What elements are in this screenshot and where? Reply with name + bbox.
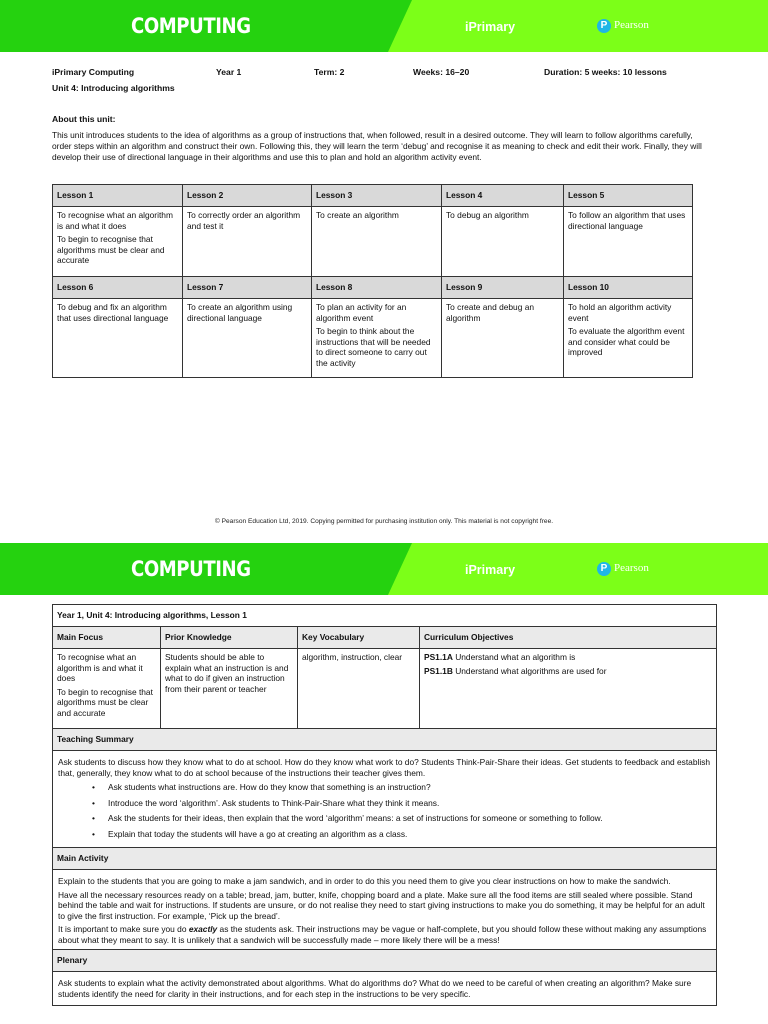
objective-text: Understand what an algorithm is: [452, 652, 576, 662]
text-run: It is important to make sure you do: [58, 924, 189, 934]
lesson-objective: To debug and fix an algorithm that uses directional language: [57, 302, 169, 323]
duration-label: Duration: 5 weeks: 10 lessons: [544, 67, 667, 77]
header-accent: [388, 543, 768, 595]
teaching-summary-heading-row: [53, 729, 717, 751]
lesson-header: Lesson 8: [312, 277, 442, 299]
lesson-cell: [564, 207, 693, 277]
unit-title: Unit 4: Introducing algorithms: [52, 83, 175, 93]
text-run: as the students ask. Their instructions may be vague or half-complete, but you should follow these without making any assumptions about what they meant to say. It is unlikely that a sandwich will be successfully made – more likely there will be a mess!: [58, 924, 707, 945]
plan-title: Year 1, Unit 4: Introducing algorithms, Lesson 1: [53, 605, 717, 627]
lesson-cell: [183, 299, 312, 378]
main-focus-item: To recognise what an algorithm is and what it does: [57, 652, 143, 683]
plan-title-row: [53, 605, 717, 627]
column-header-curriculum-objectives: Curriculum Objectives: [420, 627, 717, 649]
lesson-objective: To correctly order an algorithm and test it: [187, 210, 301, 231]
main-activity-paragraph: [58, 924, 711, 945]
lesson-header: Lesson 3: [312, 185, 442, 207]
list-item: • Ask students what instructions are. How do they know that something is an instruction?: [92, 782, 711, 793]
column-header-main-focus: Main Focus: [53, 627, 161, 649]
about-text: This unit introduces students to the idea of algorithms as a group of instructions that, when followed, result in a desired outcome. They will learn to follow algorithms carefully, order steps within an algorithm and construct their own. Following this, they will learn the term ‘debug’ and recognise it as meaning to check and edit their work. Finally, they will develop their use of directional language in their algorithms and use this to plan and hold an algorithm activity event.: [52, 130, 702, 162]
main-activity-paragraph: Have all the necessary resources ready on a table; bread, jam, butter, knife, chopping board and a plate. Make sure all the food items are still sealed where possible. Stand behind the table and wait for instructions. If students are unsure, or do not realise they need to start giving instructions to make you do something, it may be helpful for an adult to give the first instruction. For example, ‘Pick up the bread’.: [58, 889, 705, 921]
lesson-objective: To evaluate the algorithm event and consider what could be improved: [568, 326, 685, 357]
publisher-logo: [597, 19, 649, 33]
lesson-objective: To debug an algorithm: [446, 210, 529, 220]
teaching-summary-list: [92, 782, 711, 839]
pearson-p-logo-icon: P: [597, 19, 611, 33]
lesson-header: Lesson 9: [442, 277, 564, 299]
teaching-summary-heading: Teaching Summary: [53, 729, 717, 751]
objective-code: PS1.1A: [424, 652, 453, 662]
teaching-summary-row: [53, 751, 717, 848]
main-focus-cell: [53, 649, 161, 729]
main-activity-paragraph: Explain to the students that you are going to make a jam sandwich, and in order to do this you need them to give you clear instructions on how to make the sandwich.: [58, 876, 671, 886]
brand-label: iPrimary: [465, 563, 516, 577]
lesson-header: Lesson 7: [183, 277, 312, 299]
page-header-band: [0, 0, 768, 52]
subject-title: COMPUTING: [131, 14, 251, 38]
plan-details-row: [53, 649, 717, 729]
plenary-heading: Plenary: [53, 950, 717, 972]
plan-columns-row: [53, 627, 717, 649]
main-activity-row: [53, 870, 717, 950]
list-item: • Introduce the word ‘algorithm’. Ask students to Think-Pair-Share what they think it means.: [92, 798, 711, 809]
publisher-name: Pearson: [614, 562, 649, 575]
term-label: Term: 2: [314, 67, 345, 77]
plenary-text: Ask students to explain what the activity demonstrated about algorithms. What do algorithms do? What do we need to be careful of when creating an algorithm? Make sure students identify the need for clarity in their instructions, and for each step in the instructions to be very specific.: [53, 972, 717, 1006]
brand-label: iPrimary: [465, 20, 516, 34]
lesson-cell: [53, 207, 183, 277]
column-header-key-vocabulary: Key Vocabulary: [298, 627, 420, 649]
objective-text: Understand what algorithms are used for: [452, 665, 607, 676]
lesson-objective: To follow an algorithm that uses directional language: [568, 210, 686, 231]
lesson-objective: To hold an algorithm activity event: [568, 302, 672, 323]
lesson-plan-table: [52, 604, 717, 1006]
prior-knowledge-cell: Students should be able to explain what an instruction is and what to do if given an instruction from their parent or teacher: [161, 649, 298, 729]
list-item: • Ask the students for their ideas, then explain that the word ‘algorithm’ means: a set of instructions for someone or something to follow.: [92, 813, 711, 824]
main-activity-heading: Main Activity: [53, 848, 717, 870]
page-header-band: [0, 543, 768, 595]
plenary-heading-row: [53, 950, 717, 972]
objective-code: PS1.1B: [424, 665, 453, 676]
lesson-header: Lesson 10: [564, 277, 693, 299]
lessons-objectives-row: [53, 299, 693, 378]
lesson-cell: [183, 207, 312, 277]
lessons-header-row: [53, 185, 693, 207]
main-activity-heading-row: [53, 848, 717, 870]
lesson-header: Lesson 2: [183, 185, 312, 207]
key-vocabulary-cell: algorithm, instruction, clear: [298, 649, 420, 729]
lesson-objective: To create an algorithm: [316, 210, 399, 220]
copyright-notice: © Pearson Education Ltd, 2019. Copying permitted for purchasing institution only. This material is not copyright free.: [214, 518, 554, 525]
lesson-objective: To recognise what an algorithm is and what it does: [57, 210, 173, 231]
lesson-objective: To begin to recognise that algorithms must be clear and accurate: [57, 234, 165, 265]
lesson-header: Lesson 1: [53, 185, 183, 207]
lessons-objectives-row: [53, 207, 693, 277]
plenary-row: [53, 972, 717, 1006]
lesson-header: Lesson 4: [442, 185, 564, 207]
main-activity-cell: [53, 870, 717, 950]
emphasis-text: exactly: [188, 924, 218, 934]
subject-title: COMPUTING: [131, 557, 251, 581]
lesson-cell: [312, 207, 442, 277]
lesson-objective: To create an algorithm using directional language: [187, 302, 293, 323]
publisher-logo: [597, 562, 649, 576]
teaching-summary-intro: Ask students to discuss how they know what to do at school. How do they know what work to do? Students Think-Pair-Share their ideas. Get students to feedback and establish that, generally, they know what to do at school because of the instructions their teacher gives them.: [58, 757, 711, 778]
lessons-table: [52, 184, 693, 378]
lesson-objective: To plan an activity for an algorithm event: [316, 302, 407, 323]
main-focus-item: To begin to recognise that algorithms must be clear and accurate: [57, 686, 153, 718]
lesson-objective: To begin to think about the instructions that will be needed to direct someone to carry out the activity: [316, 326, 431, 368]
lesson-cell: [564, 299, 693, 378]
publisher-name: Pearson: [614, 19, 649, 32]
lessons-header-row: [53, 277, 693, 299]
lesson-header: Lesson 6: [53, 277, 183, 299]
lesson-header: Lesson 5: [564, 185, 693, 207]
about-heading: About this unit:: [52, 114, 116, 124]
column-header-prior-knowledge: Prior Knowledge: [161, 627, 298, 649]
list-item: • Explain that today the students will have a go at creating an algorithm as a class.: [92, 829, 711, 840]
lesson-cell: [53, 299, 183, 378]
lesson-cell: [442, 299, 564, 378]
year-label: Year 1: [216, 67, 242, 77]
objectives-cell: [420, 649, 717, 729]
objective-item: [424, 652, 712, 663]
lesson-cell: [312, 299, 442, 378]
weeks-label: Weeks: 16–20: [413, 67, 470, 77]
objective-item: [424, 666, 712, 677]
pearson-p-logo-icon: P: [597, 562, 611, 576]
lesson-objective: To create and debug an algorithm: [446, 302, 535, 323]
header-accent: [388, 0, 768, 52]
course-name: iPrimary Computing: [52, 67, 135, 77]
teaching-summary-cell: [53, 751, 717, 848]
lesson-cell: [442, 207, 564, 277]
